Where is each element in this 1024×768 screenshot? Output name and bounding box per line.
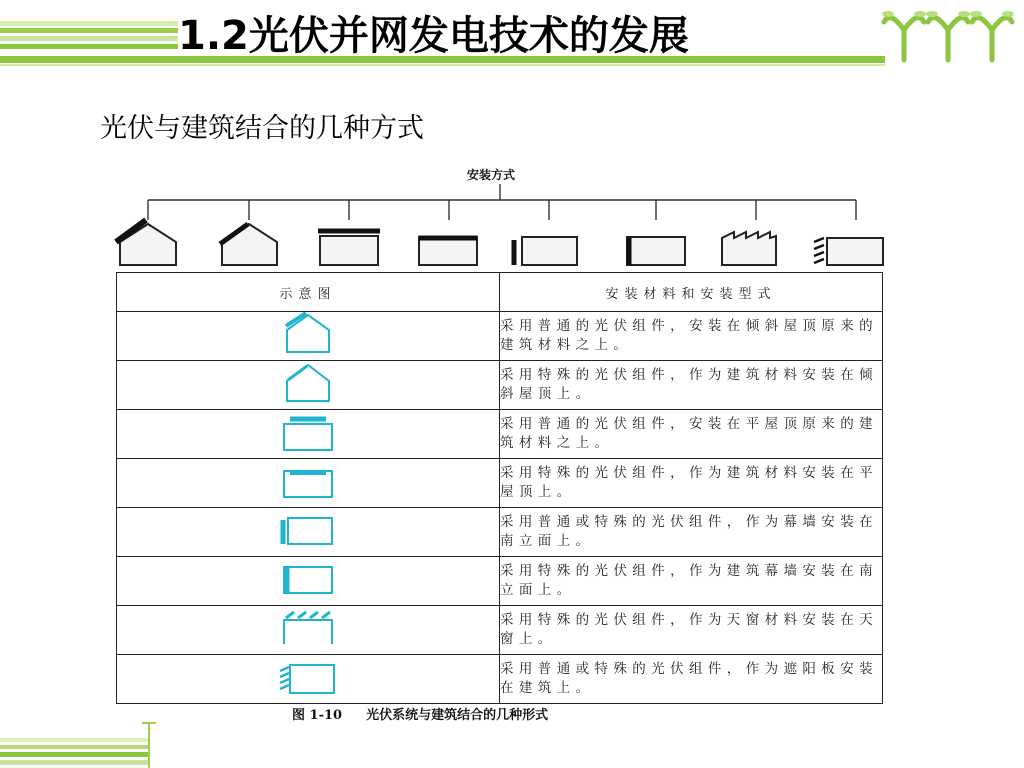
table-header-row (117, 273, 883, 312)
row-description: 采用普通的光伏组件，安装在倾斜屋顶原来的建筑材料之上。 (500, 312, 883, 361)
flat-roof-special-icon (278, 459, 338, 503)
row-description: 采用特殊的光伏组件，作为天窗材料安装在天窗上。 (500, 606, 883, 655)
sloped-roof-special-icon (278, 361, 338, 405)
header-diagram: 示意图 (117, 273, 500, 312)
curtain-wall-special-icon (278, 557, 338, 601)
figure-number: 图 1-10 (292, 708, 343, 723)
sloped-roof-standard-icon (278, 312, 338, 356)
header-material: 安装材料和安装型式 (500, 273, 883, 312)
sprout-decoration-icon (880, 0, 1024, 64)
row-description: 采用特殊的光伏组件，作为建筑幕墙安装在南立面上。 (500, 557, 883, 606)
row-description: 采用特殊的光伏组件，作为建筑材料安装在平屋顶上。 (500, 459, 883, 508)
table-row (117, 410, 883, 459)
table-row (117, 655, 883, 704)
table-row (117, 361, 883, 410)
figure-caption-text: 光伏系统与建筑结合的几种形式 (366, 708, 549, 723)
sunshade-icon (278, 655, 338, 699)
figure-caption (292, 704, 548, 723)
flat-roof-standard-icon (278, 410, 338, 454)
row-description: 采用普通或特殊的光伏组件，作为幕墙安装在南立面上。 (500, 508, 883, 557)
installation-tree-diagram (112, 180, 892, 275)
row-description: 采用普通或特殊的光伏组件，作为遮阳板安装在建筑上。 (500, 655, 883, 704)
row-description: 采用普通的光伏组件，安装在平屋顶原来的建筑材料之上。 (500, 410, 883, 459)
row-description: 采用特殊的光伏组件，作为建筑材料安装在倾斜屋顶上。 (500, 361, 883, 410)
tree-root-label: 安装方式 (467, 168, 516, 182)
table-row (117, 312, 883, 361)
table-row (117, 606, 883, 655)
slide-title: 1.2光伏并网发电技术的发展 (178, 13, 689, 59)
installation-table (116, 272, 883, 704)
skylight-icon (278, 606, 338, 650)
table-row (117, 508, 883, 557)
table-row (117, 557, 883, 606)
table-row (117, 459, 883, 508)
curtain-wall-icon (278, 508, 338, 552)
slide-subtitle: 光伏与建筑结合的几种方式 (100, 113, 424, 144)
